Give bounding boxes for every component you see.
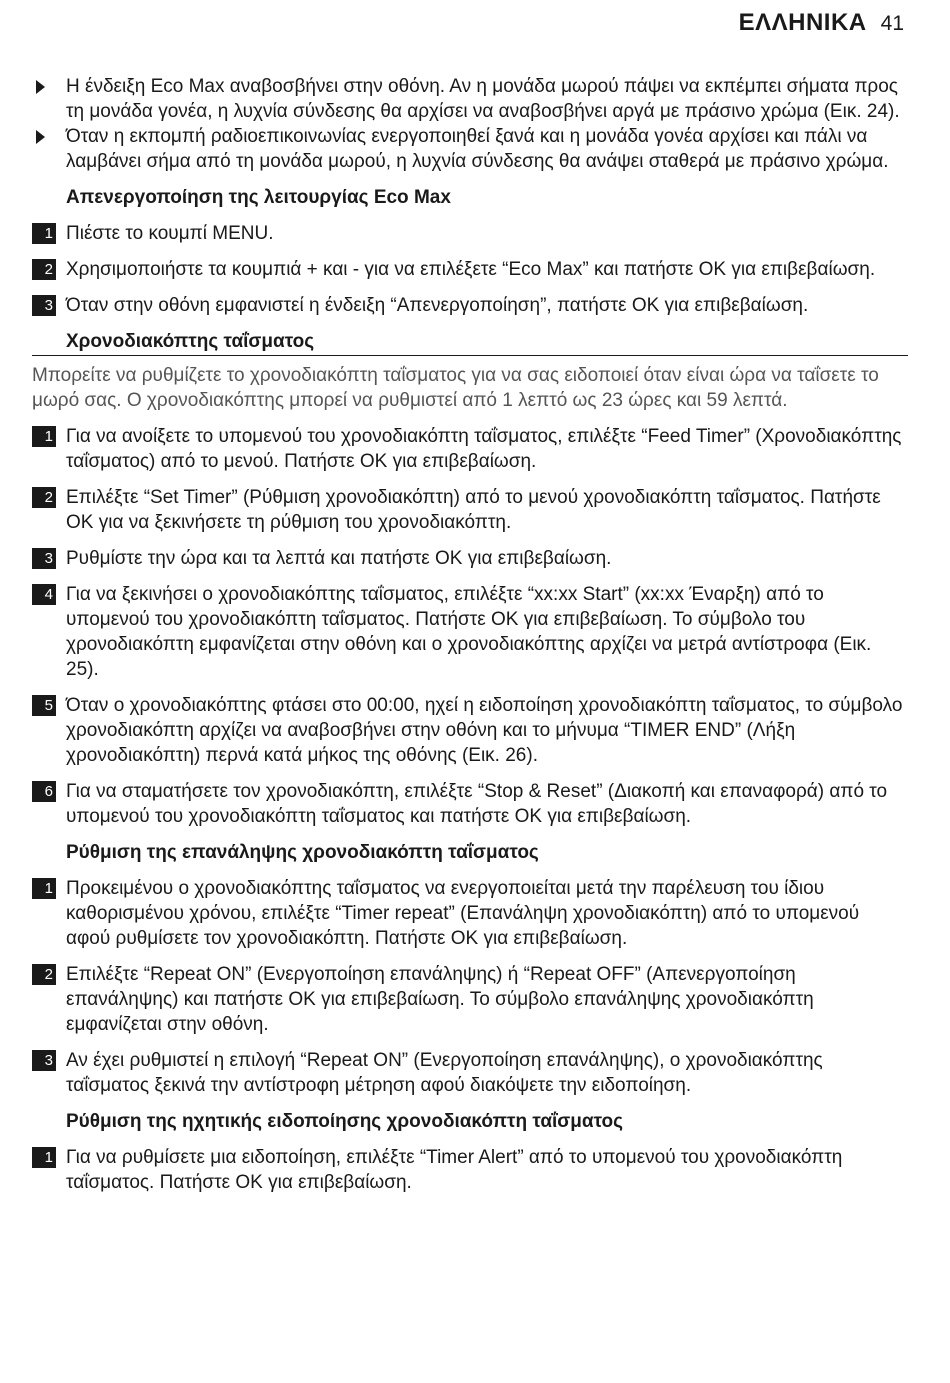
step-number: 2 xyxy=(32,487,56,508)
step-number: 1 xyxy=(32,223,56,244)
bullet-item xyxy=(32,124,908,174)
step-text: Αν έχει ρυθμιστεί η επιλογή “Repeat ON” (Ενεργοποίηση επανάληψης), ο χρονοδιακόπτης ταΐσματος ξεκινά την αντίστροφη μέτρηση αφού διακόψετε την ειδοποίηση. xyxy=(66,1050,823,1096)
feed-timer-intro: Μπορείτε να ρυθμίζετε το χρονοδιακόπτη ταΐσματος για να σας ειδοποιεί όταν είναι ώρα να ταΐσετε το μωρό σας. Ο χρονοδιακόπτης μπορεί να ρυθμιστεί από 1 λεπτό ως 23 ώρες και 59 λεπτά. xyxy=(32,365,879,411)
step-number: 5 xyxy=(32,695,56,716)
step-number: 3 xyxy=(32,1050,56,1071)
bullet-triangle-icon xyxy=(36,80,45,94)
bullet-text: Η ένδειξη Eco Max αναβοσβήνει στην οθόνη. Αν η μονάδα μωρού πάψει να εκπέμπει σήματα προς τη μονάδα γονέα, η λυχνία σύνδεσης θα αρχίσει να αναβοσβήνει αργά με πράσινο χρώμα (Εικ. 24). xyxy=(66,76,900,122)
language-label: ΕΛΛΗΝΙΚΑ xyxy=(738,9,867,36)
step-number: 4 xyxy=(32,584,56,605)
step-number: 6 xyxy=(32,781,56,802)
bullet-item xyxy=(32,74,908,124)
step-text: Για να ανοίξετε το υπομενού του χρονοδιακόπτη ταΐσματος, επιλέξτε “Feed Timer” (Χρονοδιακόπτης ταΐσματος) από το μενού. Πατήστε OK για επιβεβαίωση. xyxy=(66,426,902,472)
step-item xyxy=(32,1048,908,1098)
step-number: 1 xyxy=(32,1147,56,1168)
step-number: 1 xyxy=(32,426,56,447)
step-item xyxy=(32,962,908,1037)
page-header xyxy=(739,9,904,37)
step-item xyxy=(32,257,908,282)
step-text: Για να ξεκινήσει ο χρονοδιακόπτης ταΐσματος, επιλέξτε “xx:xx Start” (xx:xx Έναρξη) από το υπομενού του χρονοδιακόπτη ταΐσματος. Πατήστε OK για επιβεβαίωση. Το σύμβολο του χρονοδιακόπτη εμφανίζεται στην οθόνη και ο χρονοδιακόπτης αρχίζει να μετρά αντίστροφα (Εικ. 25). xyxy=(66,584,872,680)
step-text: Πιέστε το κουμπί MENU. xyxy=(66,223,274,244)
timer-alert-heading: Ρύθμιση της ηχητικής ειδοποίησης χρονοδιακόπτη ταΐσματος xyxy=(66,1111,624,1132)
step-item xyxy=(32,693,908,768)
step-item xyxy=(32,582,908,682)
eco-max-off-heading: Απενεργοποίηση της λειτουργίας Eco Max xyxy=(66,187,451,208)
step-item xyxy=(32,779,908,829)
step-number: 2 xyxy=(32,964,56,985)
bullet-text: Όταν η εκπομπή ραδιοεπικοινωνίας ενεργοποιηθεί ξανά και η μονάδα γονέα αρχίσει και πάλι να λαμβάνει σήμα από τη μονάδα μωρού, η λυχνία σύνδεσης θα ανάψει σταθερά με πράσινο χρώμα. xyxy=(66,126,889,172)
feed-timer-heading: Χρονοδιακόπτης ταΐσματος xyxy=(32,329,908,356)
step-text: Για να ρυθμίσετε μια ειδοποίηση, επιλέξτε “Timer Alert” από το υπομενού του χρονοδιακόπτη ταΐσματος. Πατήστε OK για επιβεβαίωση. xyxy=(66,1147,843,1193)
step-number: 1 xyxy=(32,878,56,899)
step-text: Όταν ο χρονοδιακόπτης φτάσει στο 00:00, ηχεί η ειδοποίηση χρονοδιακόπτη ταΐσματος, το σύμβολο χρονοδιακόπτη αρχίζει να αναβοσβήνει στην οθόνη και το μήνυμα “TIMER END” (Λήξη χρονοδιακόπτη) περνά κατά μήκος της οθόνης (Εικ. 26). xyxy=(66,695,903,766)
step-text: Χρησιμοποιήστε τα κουμπιά + και - για να επιλέξετε “Eco Max” και πατήστε OK για επιβεβαίωση. xyxy=(66,259,876,280)
timer-repeat-heading: Ρύθμιση της επανάληψης χρονοδιακόπτη ταΐσματος xyxy=(66,842,539,863)
step-item xyxy=(32,876,908,951)
page-content xyxy=(32,74,908,1195)
step-item xyxy=(32,1145,908,1195)
step-item xyxy=(32,485,908,535)
step-item xyxy=(32,221,908,246)
step-text: Ρυθμίστε την ώρα και τα λεπτά και πατήστε OK για επιβεβαίωση. xyxy=(66,548,612,569)
page-number: 41 xyxy=(880,12,904,35)
step-text: Προκειμένου ο χρονοδιακόπτης ταΐσματος να ενεργοποιείται μετά την παρέλευση του ίδιου καθορισμένου χρόνου, επιλέξτε “Timer repeat” (Επανάληψη χρονοδιακόπτη) από το υπομενού αφού ρυθμίσετε τον χρονοδιακόπτη. Πατήστε OK για επιβεβαίωση. xyxy=(66,878,860,949)
bullet-triangle-icon xyxy=(36,130,45,144)
step-text: Επιλέξτε “Repeat ON” (Ενεργοποίηση επανάληψης) ή “Repeat OFF” (Απενεργοποίηση επανάληψης) και πατήστε OK για επιβεβαίωση. Το σύμβολο επανάληψης χρονοδιακόπτη εμφανίζεται στην οθόνη. xyxy=(66,964,814,1035)
step-text: Όταν στην οθόνη εμφανιστεί η ένδειξη “Απενεργοποίηση”, πατήστε OK για επιβεβαίωση. xyxy=(66,295,809,316)
step-text: Επιλέξτε “Set Timer” (Ρύθμιση χρονοδιακόπτη) από το μενού χρονοδιακόπτη ταΐσματος. Πατήστε OK για να ξεκινήσετε τη ρύθμιση του χρονοδιακόπτη. xyxy=(66,487,881,533)
step-item xyxy=(32,546,908,571)
step-item xyxy=(32,293,908,318)
step-number: 3 xyxy=(32,295,56,316)
step-item xyxy=(32,424,908,474)
step-text: Για να σταματήσετε τον χρονοδιακόπτη, επιλέξτε “Stop & Reset” (Διακοπή και επαναφορά) από το υπομενού του χρονοδιακόπτη ταΐσματος και πατήστε OK για επιβεβαίωση. xyxy=(66,781,888,827)
step-number: 3 xyxy=(32,548,56,569)
step-number: 2 xyxy=(32,259,56,280)
